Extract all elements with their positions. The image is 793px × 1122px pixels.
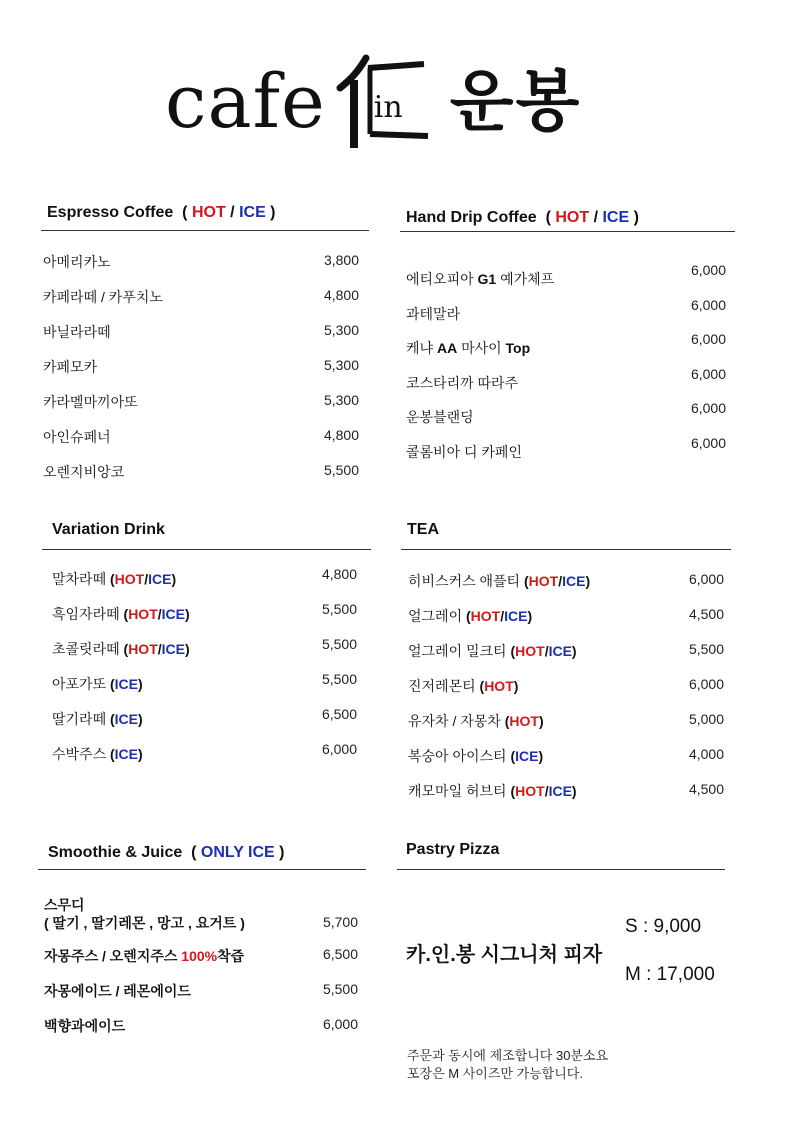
handdrip-section: [400, 207, 735, 467]
tea-title: TEA: [407, 521, 439, 538]
tea-item-price: 5,500: [688, 641, 724, 657]
tea-item-name: [408, 746, 543, 766]
espresso-menu-item: [41, 357, 369, 377]
temperature-tag: (HOT/ICE): [106, 571, 177, 587]
ice-tag: ICE: [562, 573, 586, 589]
temperature-tag: (ICE): [506, 748, 544, 764]
espresso-item-price: 5,300: [323, 357, 359, 373]
item-name-text: 아인슈페너: [43, 429, 111, 445]
pastry-section: [397, 840, 725, 1090]
variation-item-name: [52, 604, 190, 624]
tag-open: (: [182, 204, 192, 221]
handdrip-title: [406, 209, 639, 227]
temperature-tag: (ICE): [106, 676, 143, 692]
tea-item-price: 4,500: [688, 781, 724, 797]
smoothie-item-price: 6,000: [322, 1016, 358, 1032]
hot-tag: HOT: [470, 608, 501, 624]
tea-item-name: [408, 781, 577, 801]
item-name-text: 수박주스: [52, 746, 107, 762]
handdrip-divider: [400, 231, 735, 232]
smoothie-item-line1: 스무디: [44, 897, 85, 913]
temperature-tag: (HOT/ICE): [506, 643, 577, 659]
smoothie-item-price: 5,700: [322, 914, 358, 930]
espresso-item-name: [43, 357, 97, 377]
tag-open: (: [545, 209, 556, 226]
item-name-text: 케냐 AA 마사이 Top: [406, 340, 531, 356]
variation-item-price: 4,800: [321, 566, 357, 582]
espresso-item-name: [43, 462, 124, 482]
tea-divider: [401, 549, 731, 550]
handdrip-item-price: 6,000: [690, 296, 726, 313]
espresso-item-name: [43, 392, 138, 412]
espresso-item-price: 5,300: [323, 322, 359, 338]
espresso-item-price: 3,800: [323, 252, 359, 268]
highlight-percent: 100%: [181, 948, 218, 964]
hot-tag: HOT: [555, 209, 590, 226]
handdrip-menu-item: [400, 434, 735, 462]
ice-tag: ICE: [114, 746, 139, 762]
espresso-item-name: [43, 322, 111, 342]
item-name-text: 딸기라떼: [52, 711, 107, 727]
handdrip-menu-item: [400, 262, 735, 289]
handdrip-item-price: 6,000: [690, 331, 726, 347]
ice-tag: ICE: [504, 608, 528, 624]
temperature-tag: (ICE): [106, 711, 143, 727]
tea-section: [401, 519, 731, 809]
ice-tag: ICE: [548, 643, 572, 659]
smoothie-item-name: [44, 896, 245, 932]
variation-item-name: [52, 639, 190, 659]
espresso-item-price: 5,500: [323, 462, 359, 478]
tag-open: (: [191, 844, 201, 861]
item-name-text: 카페라떼 / 카푸치노: [43, 289, 163, 305]
smoothie-item-price: 5,500: [322, 981, 358, 997]
handdrip-menu-item: [400, 331, 735, 358]
hot-tag: HOT: [509, 713, 539, 729]
item-name-text: 코스타리까 따라주: [406, 374, 519, 391]
handdrip-menu-item: [400, 400, 735, 427]
pizza-note-time: 주문과 동시에 제조합니다 30분소요: [407, 1048, 609, 1063]
hot-tag: HOT: [128, 641, 158, 657]
variation-menu-item: [42, 706, 371, 729]
tea-item-price: 5,000: [688, 711, 724, 727]
pizza-note-takeout: 포장은 M 사이즈만 가능합니다.: [407, 1066, 583, 1081]
ice-tag: ICE: [114, 711, 139, 727]
handdrip-item-name: [406, 407, 474, 427]
espresso-menu-item: [41, 427, 369, 447]
espresso-item-price: 4,800: [323, 427, 359, 443]
only-ice-tag: ONLY ICE: [200, 844, 275, 861]
item-name-text: 진저레몬티: [408, 678, 476, 694]
logo-korean: 운봉: [449, 63, 582, 140]
tea-menu-item: [401, 606, 731, 626]
smoothie-title-text: Smoothie & Juice: [48, 844, 183, 861]
handdrip-item-price: 6,000: [690, 262, 726, 278]
handdrip-menu-item: [400, 296, 735, 324]
pizza-size-m: M : 17,000: [625, 964, 715, 985]
temperature-tag: (HOT/ICE): [520, 573, 591, 589]
smoothie-title: [48, 844, 285, 862]
item-name-text: 콜롬비아 디 카페인: [406, 443, 522, 460]
ice-tag: ICE: [114, 676, 139, 692]
espresso-section: [41, 202, 369, 492]
handdrip-item-name: [406, 338, 530, 358]
espresso-title: [47, 204, 276, 222]
item-name-text: 아메리카노: [43, 254, 111, 270]
tag-sep: /: [589, 209, 603, 226]
variation-item-name: [52, 744, 143, 764]
tea-item-price: 4,000: [688, 746, 724, 762]
tea-item-name: [408, 676, 518, 696]
hot-tag: HOT: [114, 571, 145, 587]
cafe-logo: [165, 52, 581, 152]
pastry-title: Pastry Pizza: [406, 841, 500, 858]
hot-tag: HOT: [128, 606, 158, 622]
espresso-menu-item: [41, 462, 369, 482]
logo-mark-icon: [336, 54, 432, 150]
espresso-menu-item: [41, 252, 369, 272]
variation-title: Variation Drink: [52, 521, 165, 538]
tea-menu-item: [401, 676, 731, 696]
ice-tag: ICE: [548, 783, 572, 799]
temperature-tag: (HOT/ICE): [506, 783, 577, 799]
espresso-title-text: Espresso Coffee: [47, 204, 174, 221]
temperature-tag: (HOT/ICE): [462, 608, 533, 624]
item-name-text: 백향과에이드: [44, 1018, 126, 1034]
smoothie-menu-item: [38, 1016, 366, 1036]
handdrip-item-price: 6,000: [690, 434, 726, 451]
tag-close: ): [274, 844, 285, 861]
variation-menu-item: [42, 741, 371, 764]
espresso-menu-item: [41, 392, 369, 412]
pizza-name: 카.인.봉 시그니처 피자: [406, 944, 603, 966]
smoothie-item-price: 6,500: [322, 946, 358, 962]
hot-tag: HOT: [484, 678, 514, 694]
smoothie-item-name: [44, 1016, 125, 1036]
handdrip-item-name: [406, 442, 522, 462]
smoothie-menu-item: [38, 896, 366, 936]
smoothie-item-line2: ( 딸기 , 딸기레몬 , 망고 , 요거트 ): [44, 915, 245, 931]
variation-item-price: 5,500: [321, 671, 357, 687]
ice-tag: ICE: [239, 204, 266, 221]
tea-menu-item: [401, 711, 731, 731]
tea-item-price: 6,000: [688, 676, 724, 692]
variation-item-price: 6,500: [321, 706, 357, 722]
item-name-text: 얼그레이: [408, 608, 463, 624]
item-name-text: 운봉블랜딩: [406, 409, 474, 425]
item-name-text: 에티오피아 G1 예가체프: [406, 271, 555, 287]
item-name-text: 카라멜마끼아또: [43, 394, 138, 410]
ice-tag: ICE: [161, 606, 185, 622]
item-name-text: 자몽에이드 / 레몬에이드: [44, 983, 191, 999]
espresso-divider: [41, 230, 369, 231]
smoothie-divider: [38, 869, 366, 870]
variation-menu-item: [42, 566, 371, 589]
item-name-text: 오렌지비앙코: [43, 464, 125, 480]
espresso-item-name: [43, 252, 111, 272]
variation-item-name: [52, 674, 143, 694]
variation-menu-item: [42, 636, 371, 659]
item-name-text: 과테말라: [406, 305, 461, 322]
hot-tag: HOT: [528, 573, 559, 589]
handdrip-item-name: [406, 304, 460, 324]
variation-item-price: 5,500: [321, 601, 357, 617]
item-name-text: 캐모마일 허브티: [408, 783, 507, 799]
handdrip-title-text: Hand Drip Coffee: [406, 209, 537, 226]
smoothie-menu-item: [38, 981, 366, 1001]
smoothie-item-name: [44, 946, 244, 966]
ice-tag: ICE: [148, 571, 172, 587]
handdrip-item-price: 6,000: [690, 365, 726, 382]
item-name-text: 바닐라라떼: [43, 324, 111, 340]
tea-item-price: 4,500: [688, 606, 724, 622]
temperature-tag: (HOT): [475, 678, 519, 694]
tea-menu-item: [401, 641, 731, 661]
ice-tag: ICE: [161, 641, 185, 657]
tag-close: ): [265, 204, 276, 221]
smoothie-menu-item: [38, 946, 366, 966]
tea-item-price: 6,000: [688, 571, 724, 587]
tea-item-name: [408, 711, 544, 731]
variation-item-price: 5,500: [321, 636, 357, 652]
item-name-text: 복숭아 아이스티: [408, 748, 507, 764]
ice-tag: ICE: [602, 209, 630, 226]
handdrip-item-name: [406, 269, 554, 289]
item-name-text: 자몽주스 / 오렌지주스: [44, 948, 182, 964]
handdrip-item-price: 6,000: [690, 400, 726, 416]
variation-divider: [42, 549, 371, 550]
tea-item-name: [408, 641, 577, 661]
item-name-text: 히비스커스 애플티: [408, 573, 521, 589]
tag-close: ): [629, 209, 639, 226]
espresso-item-price: 5,300: [323, 392, 359, 408]
item-name-text: 얼그레이 밀크티: [408, 643, 507, 659]
espresso-item-name: [43, 287, 163, 307]
temperature-tag: (HOT/ICE): [119, 641, 190, 657]
tea-menu-item: [401, 571, 731, 591]
item-name-text: 흑임자라떼: [52, 606, 120, 622]
variation-item-name: [52, 569, 176, 589]
logo-mark-text: in: [373, 90, 403, 125]
smoothie-section: [38, 842, 366, 1052]
item-name-text: 아포가또: [52, 676, 107, 692]
hot-tag: HOT: [515, 783, 545, 799]
item-name-suffix: 착즙: [217, 948, 245, 964]
tea-menu-item: [401, 781, 731, 801]
variation-item-name: [52, 709, 143, 729]
temperature-tag: (HOT): [500, 713, 544, 729]
item-name-text: 유자차 / 자몽차: [408, 713, 501, 729]
variation-menu-item: [42, 671, 371, 694]
espresso-item-name: [43, 427, 111, 447]
item-name-text: 말차라떼: [52, 571, 107, 587]
tea-menu-item: [401, 746, 731, 766]
logo-word: cafe: [165, 59, 326, 145]
variation-menu-item: [42, 601, 371, 624]
temperature-tag: (ICE): [106, 746, 143, 762]
handdrip-menu-item: [400, 365, 735, 393]
tea-item-name: [408, 571, 590, 591]
espresso-menu-item: [41, 287, 369, 307]
espresso-item-price: 4,800: [323, 287, 359, 303]
temperature-tag: (HOT/ICE): [119, 606, 190, 622]
hot-tag: HOT: [515, 643, 545, 659]
smoothie-item-name: [44, 981, 191, 1001]
pastry-divider: [397, 869, 725, 870]
tag-sep: /: [225, 204, 240, 221]
tea-item-name: [408, 606, 532, 626]
hot-tag: HOT: [191, 204, 226, 221]
espresso-menu-item: [41, 322, 369, 342]
item-name-text: 초콜릿라떼: [52, 641, 120, 657]
item-name-text: 카페모카: [43, 359, 98, 375]
handdrip-item-name: [406, 373, 518, 393]
pizza-size-s: S : 9,000: [625, 916, 702, 937]
variation-item-price: 6,000: [321, 741, 357, 757]
ice-tag: ICE: [515, 748, 539, 764]
variation-section: [42, 519, 371, 779]
